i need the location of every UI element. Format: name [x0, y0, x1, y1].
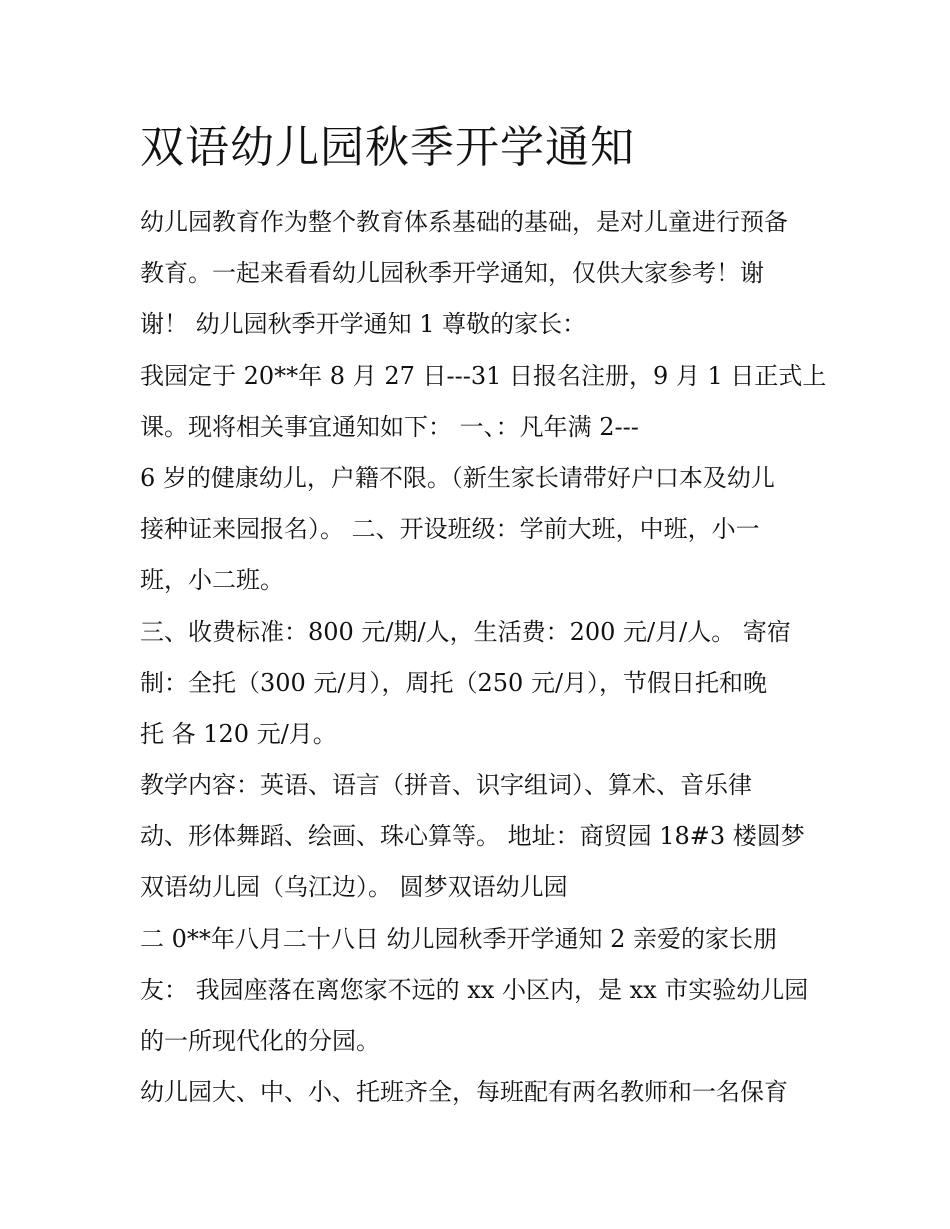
- body-line: 6 岁的健康幼儿，户籍不限。（新生家长请带好户口本及幼儿: [140, 463, 775, 492]
- body-line: 的一所现代化的分园。: [140, 1027, 380, 1055]
- body-line: 教学内容：英语、语言（拼音、识字组词）、算术、音乐律: [140, 771, 752, 800]
- body-line: 幼儿园大、中、小、托班齐全，每班配有两名教师和一名保育: [140, 1078, 788, 1107]
- document-title: 双语幼儿园秋季开学通知: [140, 122, 635, 173]
- body-line: 双语幼儿园（乌江边）。 圆梦双语幼儿园: [140, 873, 568, 902]
- body-line: 班，小二班。: [140, 566, 284, 595]
- body-line: 接种证来园报名）。 二、开设班级：学前大班，中班，小一: [140, 515, 760, 544]
- body-line: 幼儿园教育作为整个教育体系基础的基础，是对儿童进行预备: [140, 208, 788, 236]
- document-body: [140, 200, 827, 1121]
- body-line: 教育。一起来看看幼儿园秋季开学通知，仅供大家参考！谢: [140, 259, 764, 288]
- body-line: 制：全托（300 元/月），周托（250 元/月），节假日托和晚: [140, 668, 768, 697]
- body-line: 三、收费标准：800 元/期/人，生活费：200 元/月/人。 寄宿: [140, 617, 791, 646]
- body-line: 谢！ 幼儿园秋季开学通知 1 尊敬的家长：: [140, 310, 587, 339]
- body-line: 课。现将相关事宜通知如下： 一、：凡年满 2---: [140, 412, 639, 441]
- body-line: 我园定于 20**年 8 月 27 日---31 日报名注册，9 月 1 日正式上: [140, 361, 827, 390]
- body-line: 二 0**年八月二十八日 幼儿园秋季开学通知 2 亲爱的家长朋: [140, 924, 778, 953]
- body-line: 托 各 120 元/月。: [140, 719, 337, 748]
- body-line: 友： 我园座落在离您家不远的 xx 小区内，是 xx 市实验幼儿园: [140, 975, 809, 1004]
- body-line: 动、形体舞蹈、绘画、珠心算等。 地址：商贸园 18#3 楼圆梦: [140, 822, 805, 851]
